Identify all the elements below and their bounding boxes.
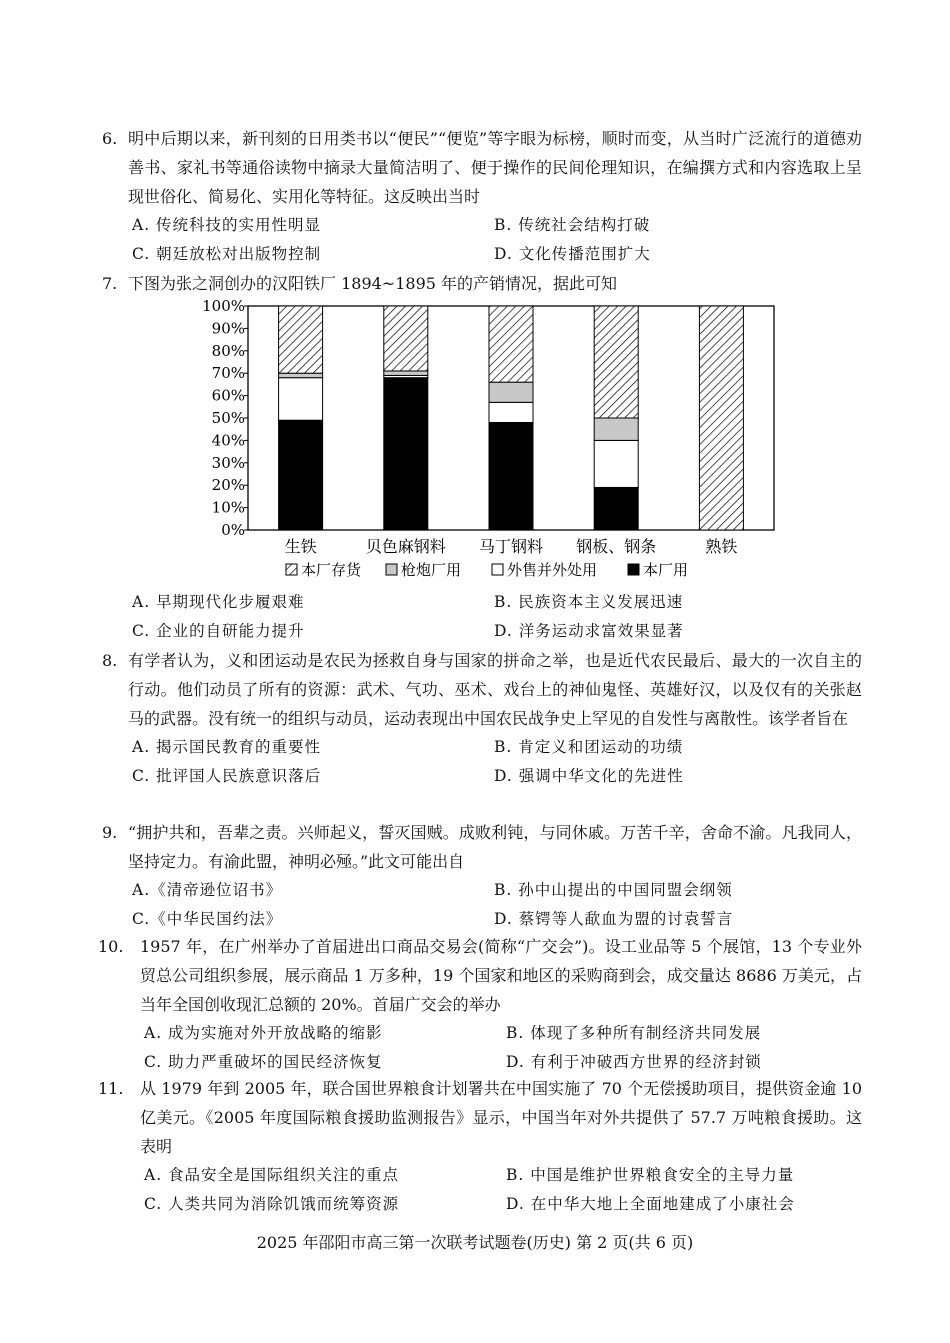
option-b[interactable]: B. 孙中山提出的中国同盟会纲领 (494, 881, 733, 899)
legend-label: 本厂存货 (301, 561, 362, 579)
legend-swatch (286, 564, 297, 575)
options (128, 876, 862, 934)
bar-segment (279, 306, 323, 373)
option-c[interactable]: C. 助力严重破坏的国民经济恢复 (144, 1053, 383, 1071)
legend-label: 本厂用 (643, 561, 689, 579)
options (128, 733, 862, 791)
production-chart (190, 292, 790, 584)
y-tick-label: 70% (211, 364, 245, 383)
y-tick-label: 10% (211, 498, 245, 517)
bar-segment (489, 402, 533, 422)
question-9 (102, 818, 862, 934)
legend-swatch (492, 564, 503, 575)
chart-bars (279, 306, 744, 530)
legend-label: 外售并外处用 (507, 561, 598, 579)
bar-segment (384, 306, 428, 371)
bar-segment (279, 378, 323, 421)
y-tick-label: 0% (221, 521, 245, 539)
option-d[interactable]: D. 洋务运动求富效果显著 (494, 622, 684, 640)
option-c[interactable]: C. 朝廷放松对出版物控制 (132, 245, 322, 263)
option-a[interactable]: A. 食品安全是国际组织关注的重点 (144, 1166, 400, 1184)
bar-segment (384, 378, 428, 530)
question-stem: 有学者认为，义和团运动是农民为拯救自身与国家的拼命之举，也是近代农民最后、最大的一次自主的行动。他们动员了所有的资源：武术、气功、巫术、戏台上的神仙鬼怪、英雄好汉，以及仅有的关张赵马的武器。没有统一的组织与动员，运动表现出中国农民战争史上罕见的自发性与离散性。该学者旨在 (128, 651, 862, 728)
options (128, 211, 862, 269)
option-a[interactable]: A. 传统科技的实用性明显 (132, 216, 322, 234)
y-tick-label: 40% (211, 431, 245, 450)
question-6 (102, 124, 862, 269)
option-a[interactable]: A. 揭示国民教育的重要性 (132, 738, 322, 756)
options (128, 588, 862, 646)
options (140, 1161, 862, 1219)
bar-segment (489, 382, 533, 402)
question-stem: 下图为张之洞创办的汉阳铁厂 1894~1895 年的产销情况，据此可知 (128, 274, 618, 293)
option-c[interactable]: C.《中华民国约法》 (132, 910, 283, 928)
y-tick-label: 50% (211, 409, 245, 427)
y-tick-label: 80% (211, 341, 245, 360)
legend-label: 枪炮厂用 (401, 561, 462, 579)
bar-segment (594, 418, 638, 440)
question-stem: 1957 年，在广州举办了首届进出口商品交易会(简称“广交会”)。设工业品等 5 个展馆，13 个专业外贸总公司组织参展，展示商品 1 万多种，19 个国家和地区的采购商到会，成交量达 8686 万美元，占当年全国创收现汇总额的 20%。首届广交会的举办 (140, 937, 862, 1014)
question-10 (98, 932, 862, 1077)
option-c[interactable]: C. 人类共同为消除饥饿而统筹资源 (144, 1195, 400, 1213)
question-number: 9. (102, 823, 118, 842)
question-number: 11. (98, 1079, 124, 1098)
question-8 (102, 646, 862, 791)
y-tick-label: 100% (202, 297, 245, 315)
option-b[interactable]: B. 传统社会结构打破 (494, 216, 651, 234)
option-b[interactable]: B. 中国是维护世界粮食安全的主导力量 (506, 1166, 795, 1184)
question-number: 10. (98, 937, 124, 956)
option-a[interactable]: A. 早期现代化步履艰难 (132, 593, 305, 611)
bar-segment (594, 306, 638, 418)
question-stem: “拥护共和，吾辈之责。兴师起义，誓灭国贼。成败利钝，与同休戚。万苦千辛，舍命不渝。凡我同人，坚持定力。有渝此盟，神明必殛。”此文可能出自 (128, 823, 862, 871)
question-number: 6. (102, 129, 118, 148)
y-tick-label: 30% (211, 453, 245, 472)
page-footer: 2025 年邵阳市高三第一次联考试题卷(历史) 第 2 页(共 6 页) (256, 1233, 694, 1252)
x-tick-label: 马丁钢料 (478, 537, 544, 556)
options (140, 1019, 862, 1077)
option-c[interactable]: C. 企业的自研能力提升 (132, 622, 305, 640)
x-tick-label: 贝色麻钢料 (365, 537, 446, 556)
option-b[interactable]: B. 体现了多种所有制经济共同发展 (506, 1024, 762, 1042)
bar-segment (489, 422, 533, 530)
bar-segment (279, 420, 323, 530)
legend-swatch (628, 564, 639, 575)
bar-segment (489, 306, 533, 382)
chart-legend (286, 561, 688, 579)
question-number: 8. (102, 651, 118, 670)
question-stem: 从 1979 年到 2005 年，联合国世界粮食计划署共在中国实施了 70 个无偿援助项目，提供资金逾 10 亿美元。《2005 年度国际粮食援助监测报告》显示，中国当年对外共提供了 57.7 万吨粮食援助。这表明 (140, 1079, 862, 1156)
option-d[interactable]: D. 在中华大地上全面地建成了小康社会 (506, 1195, 795, 1213)
option-d[interactable]: D. 有利于冲破西方世界的经济封锁 (506, 1053, 762, 1071)
option-a[interactable]: A. 成为实施对外开放战略的缩影 (144, 1024, 383, 1042)
x-tick-label: 生铁 (284, 537, 317, 556)
question-number: 7. (102, 274, 118, 293)
option-a[interactable]: A.《清帝逊位诏书》 (132, 881, 283, 899)
bar-segment (594, 487, 638, 530)
y-tick-label: 20% (211, 476, 245, 495)
chart-x-labels (285, 537, 738, 556)
bar-segment (384, 371, 428, 375)
y-tick-label: 60% (211, 386, 245, 405)
option-b[interactable]: B. 肯定义和团运动的功绩 (494, 738, 684, 756)
bar-segment (279, 373, 323, 377)
option-d[interactable]: D. 文化传播范围扩大 (494, 245, 651, 263)
legend-swatch (386, 564, 397, 575)
option-d[interactable]: D. 蔡锷等人歃血为盟的讨袁誓言 (494, 910, 734, 928)
bar-segment (699, 306, 743, 530)
question-7-options (102, 588, 862, 646)
option-d[interactable]: D. 强调中华文化的先进性 (494, 767, 684, 785)
option-c[interactable]: C. 批评国人民族意识落后 (132, 767, 322, 785)
bar-segment (594, 440, 638, 487)
option-b[interactable]: B. 民族资本主义发展迅速 (494, 593, 684, 611)
question-stem: 明中后期以来，新刊刻的日用类书以“便民”“便览”等字眼为标榜，顺时而变，从当时广泛流行的道德劝善书、家礼书等通俗读物中摘录大量简洁明了、便于操作的民间伦理知识，在编撰方式和内容选取上呈现世俗化、简易化、实用化等特征。这反映出当时 (128, 129, 862, 206)
x-tick-label: 钢板、钢条 (576, 537, 657, 556)
question-11 (98, 1074, 862, 1219)
y-tick-label: 90% (211, 319, 245, 338)
x-tick-label: 熟铁 (705, 537, 738, 556)
